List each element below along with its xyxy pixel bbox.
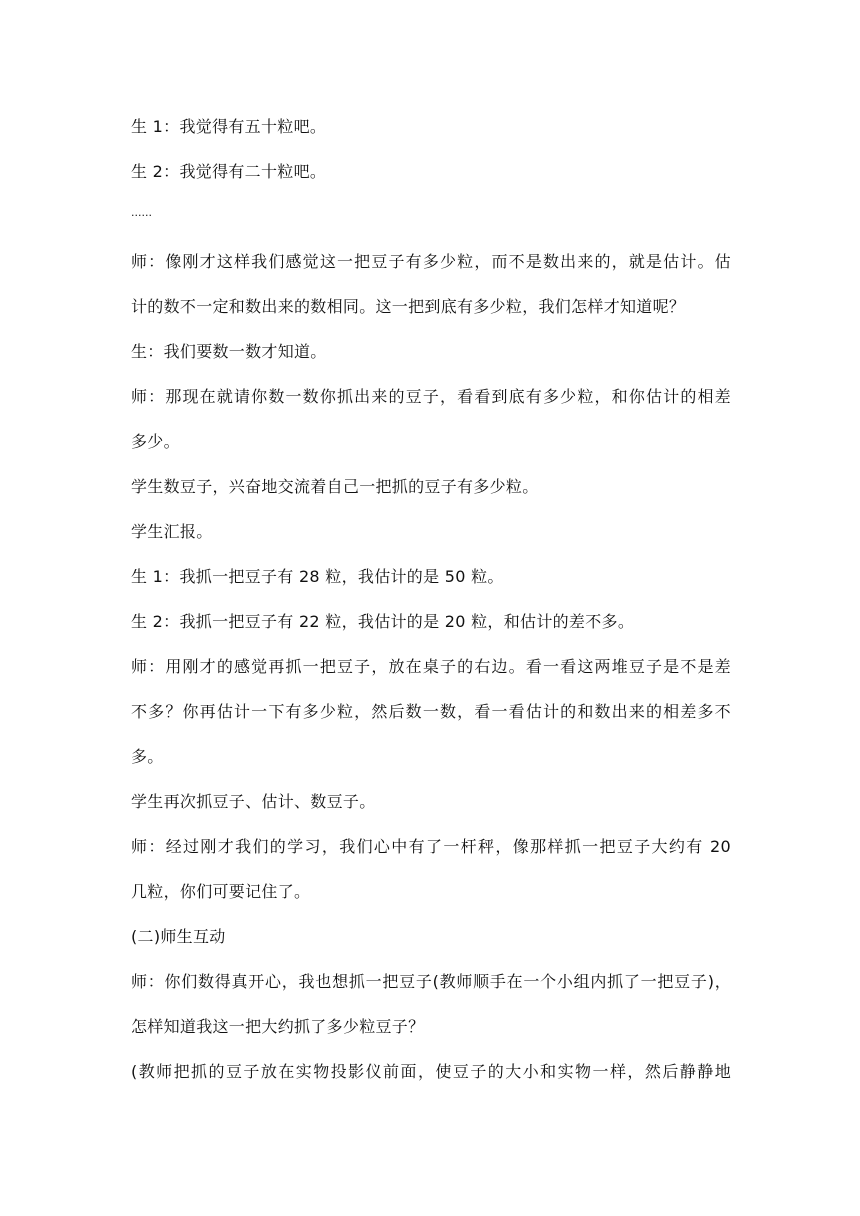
dialogue-line-continued: 几粒，你们可要记住了。	[131, 882, 311, 901]
dialogue-line: 生 1：我抓一把豆子有 28 粒，我估计的是 50 粒。	[131, 567, 504, 586]
dialogue-line: 生 2：我抓一把豆子有 22 粒，我估计的是 20 粒，和估计的差不多。	[131, 612, 635, 631]
dialogue-line: 生 2：我觉得有二十粒吧。	[131, 162, 327, 181]
narration-line: 学生汇报。	[131, 522, 213, 541]
narration-line: 学生数豆子，兴奋地交流着自己一把抓的豆子有多少粒。	[131, 477, 539, 496]
narration-line: (教师把抓的豆子放在实物投影仪前面，使豆子的大小和实物一样，然后静静地	[131, 1062, 731, 1081]
dialogue-line: 生：我们要数一数才知道。	[131, 342, 327, 361]
dialogue-line-continued: 多。	[131, 747, 164, 766]
dialogue-line: 师：那现在就请你数一数你抓出来的豆子，看看到底有多少粒，和你估计的相差	[131, 387, 731, 406]
narration-line: 学生再次抓豆子、估计、数豆子。	[131, 792, 376, 811]
dialogue-line: 师：经过刚才我们的学习，我们心中有了一杆秤，像那样抓一把豆子大约有 20	[131, 837, 731, 856]
section-heading: (二)师生互动	[131, 927, 226, 946]
dialogue-line-continued: 不多？你再估计一下有多少粒，然后数一数，看一看估计的和数出来的相差多不	[131, 702, 731, 721]
dialogue-line: 师：你们数得真开心，我也想抓一把豆子(教师顺手在一个小组内抓了一把豆子)，	[131, 972, 731, 991]
dialogue-line-continued: 怎样知道我这一把大约抓了多少粒豆子？	[131, 1017, 425, 1036]
dialogue-line: 师：用刚才的感觉再抓一把豆子，放在桌子的右边。看一看这两堆豆子是不是差	[131, 657, 731, 676]
dialogue-line: 生 1：我觉得有五十粒吧。	[131, 117, 327, 136]
dialogue-line: 师：像刚才这样我们感觉这一把豆子有多少粒，而不是数出来的，就是估计。估	[131, 252, 731, 271]
dialogue-line-continued: 多少。	[131, 432, 180, 451]
dialogue-line-continued: 计的数不一定和数出来的数相同。这一把到底有多少粒，我们怎样才知道呢？	[131, 297, 686, 316]
ellipsis-line: ......	[131, 206, 152, 219]
